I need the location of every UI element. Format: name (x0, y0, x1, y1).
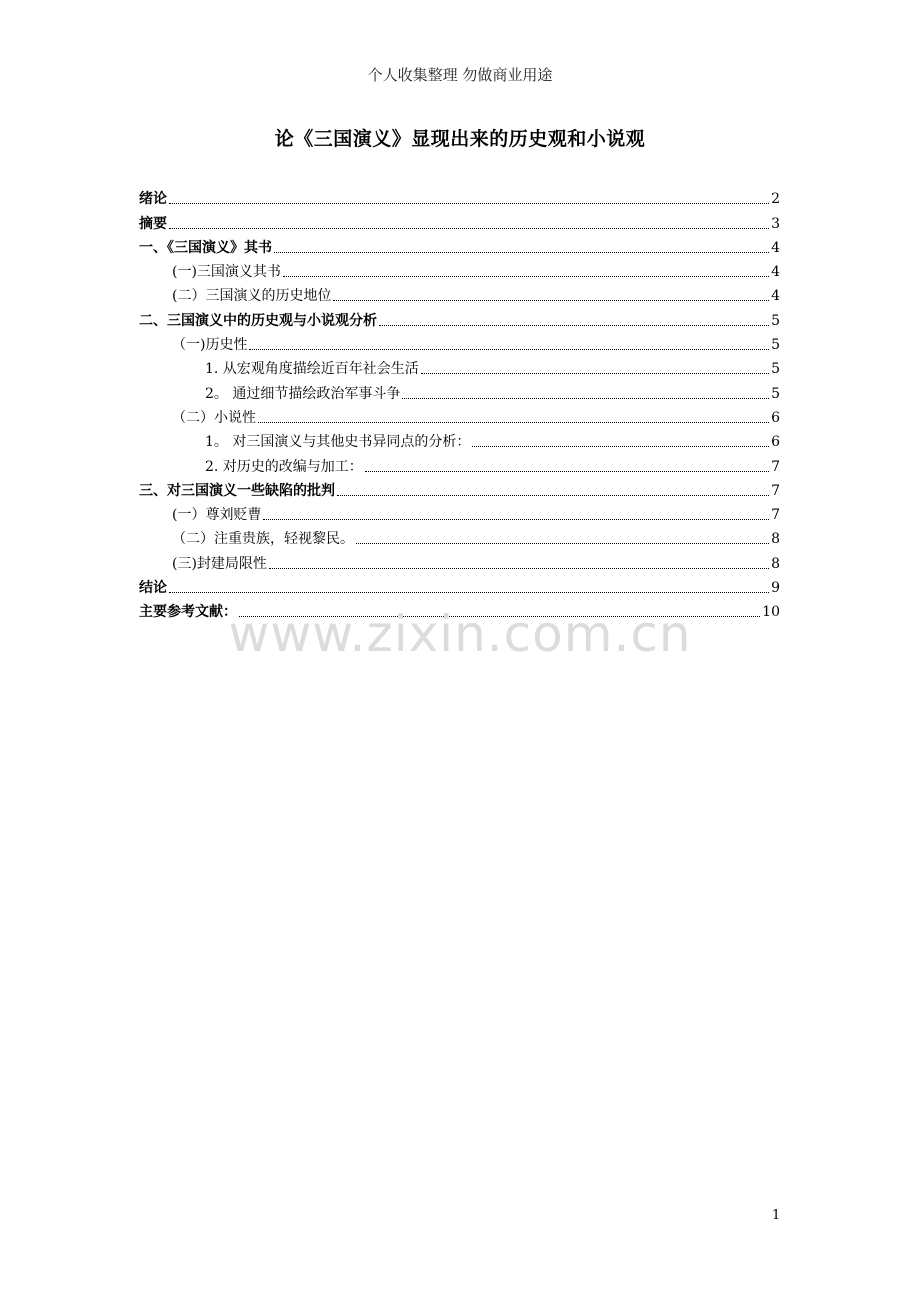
toc-entry[interactable] (139, 476, 780, 500)
toc-entry-page: 4 (771, 239, 780, 256)
toc-entry-label: 2。 通过细节描绘政治军事斗争 (205, 385, 401, 402)
toc-entry-page: 8 (771, 531, 780, 548)
toc-entry[interactable] (139, 524, 780, 548)
toc-entry-page: 7 (771, 507, 780, 524)
toc-dot-leader (421, 373, 769, 374)
toc-entry-label: (二）三国演义的历史地位 (172, 288, 332, 305)
toc-entry[interactable] (139, 184, 780, 208)
toc-entry-page: 6 (771, 434, 780, 451)
toc-entry-label: 一、《三国演义》其书 (139, 239, 272, 256)
toc-entry[interactable] (139, 233, 780, 257)
toc-entry-label: 1。 对三国演义与其他史书异同点的分析： (205, 434, 471, 451)
toc-entry-label: 绪论 (139, 191, 167, 208)
toc-entry-label: 摘要 (139, 215, 167, 232)
toc-entry-label: 三、对三国演义一些缺陷的批判 (139, 482, 335, 499)
toc-entry-label: 2. 对历史的改编与加工： (205, 458, 363, 475)
toc-dot-leader (283, 276, 769, 277)
toc-entry[interactable] (139, 330, 780, 354)
toc-entry-label: 1. 从宏观角度描绘近百年社会生活 (205, 361, 419, 378)
toc-entry-label: 二、三国演义中的历史观与小说观分析 (139, 312, 377, 329)
toc-dot-leader (333, 300, 769, 301)
toc-entry[interactable] (139, 354, 780, 378)
toc-dot-leader (274, 252, 769, 253)
toc-entry[interactable] (139, 305, 780, 329)
toc-entry[interactable] (139, 548, 780, 572)
toc-entry-label: （二）注重贵族，轻视黎民。 (172, 531, 354, 548)
toc-entry-page: 2 (771, 191, 780, 208)
toc-entry[interactable] (139, 257, 780, 281)
toc-entry[interactable] (139, 500, 780, 524)
table-of-contents (139, 184, 780, 621)
page-number: 1 (772, 1208, 781, 1223)
toc-entry[interactable] (139, 378, 780, 402)
toc-dot-leader (356, 543, 769, 544)
toc-dot-leader (269, 568, 769, 569)
toc-entry[interactable] (139, 208, 780, 232)
toc-entry-page: 10 (762, 604, 780, 621)
toc-entry-page: 8 (771, 555, 780, 572)
toc-entry-page: 6 (771, 409, 780, 426)
toc-dot-leader (169, 203, 769, 204)
toc-entry[interactable] (139, 281, 780, 305)
toc-entry-label: (一)三国演义其书 (172, 264, 281, 281)
toc-entry-page: 5 (771, 312, 780, 329)
toc-entry-page: 7 (771, 458, 780, 475)
toc-dot-leader (249, 349, 769, 350)
toc-entry-page: 9 (771, 580, 780, 597)
toc-entry-page: 5 (771, 385, 780, 402)
toc-dot-leader (379, 325, 769, 326)
toc-entry-page: 5 (771, 361, 780, 378)
toc-entry-page: 4 (771, 288, 780, 305)
toc-dot-leader (263, 519, 769, 520)
toc-entry[interactable] (139, 427, 780, 451)
toc-dot-leader (258, 422, 769, 423)
toc-dot-leader (472, 446, 769, 447)
toc-entry[interactable] (139, 573, 780, 597)
page-header: 个人收集整理 勿做商业用途 (367, 66, 553, 84)
toc-dot-leader (169, 592, 769, 593)
toc-entry-label: 主要参考文献： (139, 604, 237, 621)
toc-dot-leader (365, 471, 769, 472)
document-title: 论《三国演义》显现出来的历史观和小说观 (274, 128, 646, 150)
toc-entry-page: 5 (771, 337, 780, 354)
toc-entry-label: (一）尊刘贬曹 (172, 507, 262, 524)
toc-dot-leader (169, 228, 769, 229)
toc-entry-page: 4 (771, 264, 780, 281)
toc-entry-label: （二）小说性 (172, 409, 256, 426)
toc-dot-leader (337, 495, 769, 496)
toc-entry-page: 7 (771, 482, 780, 499)
toc-entry-label: (三)封建局限性 (172, 555, 267, 572)
toc-entry-page: 3 (771, 215, 780, 232)
toc-entry-label: （一)历史性 (172, 337, 248, 354)
toc-entry[interactable] (139, 451, 780, 475)
watermark: www.zixin.com.cn (228, 605, 692, 663)
toc-dot-leader (402, 398, 769, 399)
toc-entry[interactable] (139, 403, 780, 427)
toc-entry-label: 结论 (139, 580, 167, 597)
